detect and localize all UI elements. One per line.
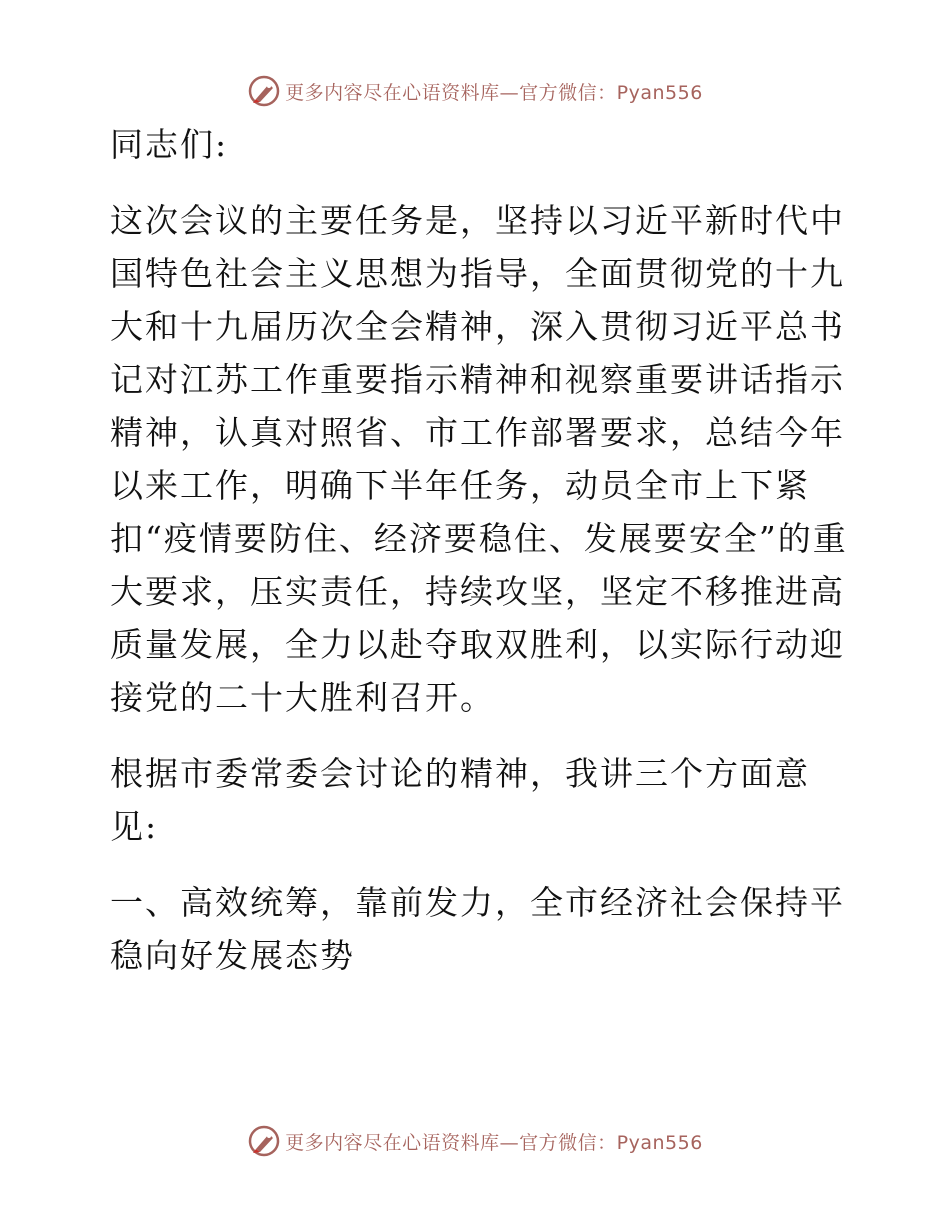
pen-nib-logo-icon bbox=[247, 74, 281, 108]
watermark-text: 更多内容尽在心语资料库—官方微信： bbox=[285, 1131, 617, 1154]
section-heading-1: 一、高效统筹，靠前发力，全市经济社会保持平稳向好发展态势 bbox=[110, 883, 845, 975]
pen-nib-logo-icon bbox=[247, 1124, 281, 1158]
watermark-wechat-id: Pyan556 bbox=[616, 1131, 703, 1154]
header-watermark bbox=[0, 71, 950, 111]
watermark-text: 更多内容尽在心语资料库—官方微信： bbox=[285, 81, 617, 104]
greeting: 同志们: bbox=[110, 125, 229, 164]
paragraph-outline: 根据市委常委会讨论的精神，我讲三个方面意见: bbox=[110, 754, 810, 846]
paragraph-intro: 这次会议的主要任务是，坚持以习近平新时代中国特色社会主义思想为指导，全面贯彻党的十九大和十九届历次全会精神，深入贯彻习近平总书记对江苏工作重要指示精神和视察重要讲话指示精神，认真对照省、市工作部署要求，总结今年以来工作，明确下半年任务，动员全市上下紧扣“疫情要防住、经济要稳住、发展要安全”的重大要求，压实责任，持续攻坚，坚定不移推进高质量发展，全力以赴夺取双胜利，以实际行动迎接党的二十大胜利召开。 bbox=[110, 201, 848, 717]
footer-watermark bbox=[0, 1121, 950, 1161]
document-body bbox=[98, 118, 858, 982]
watermark-wechat-id: Pyan556 bbox=[616, 81, 703, 104]
